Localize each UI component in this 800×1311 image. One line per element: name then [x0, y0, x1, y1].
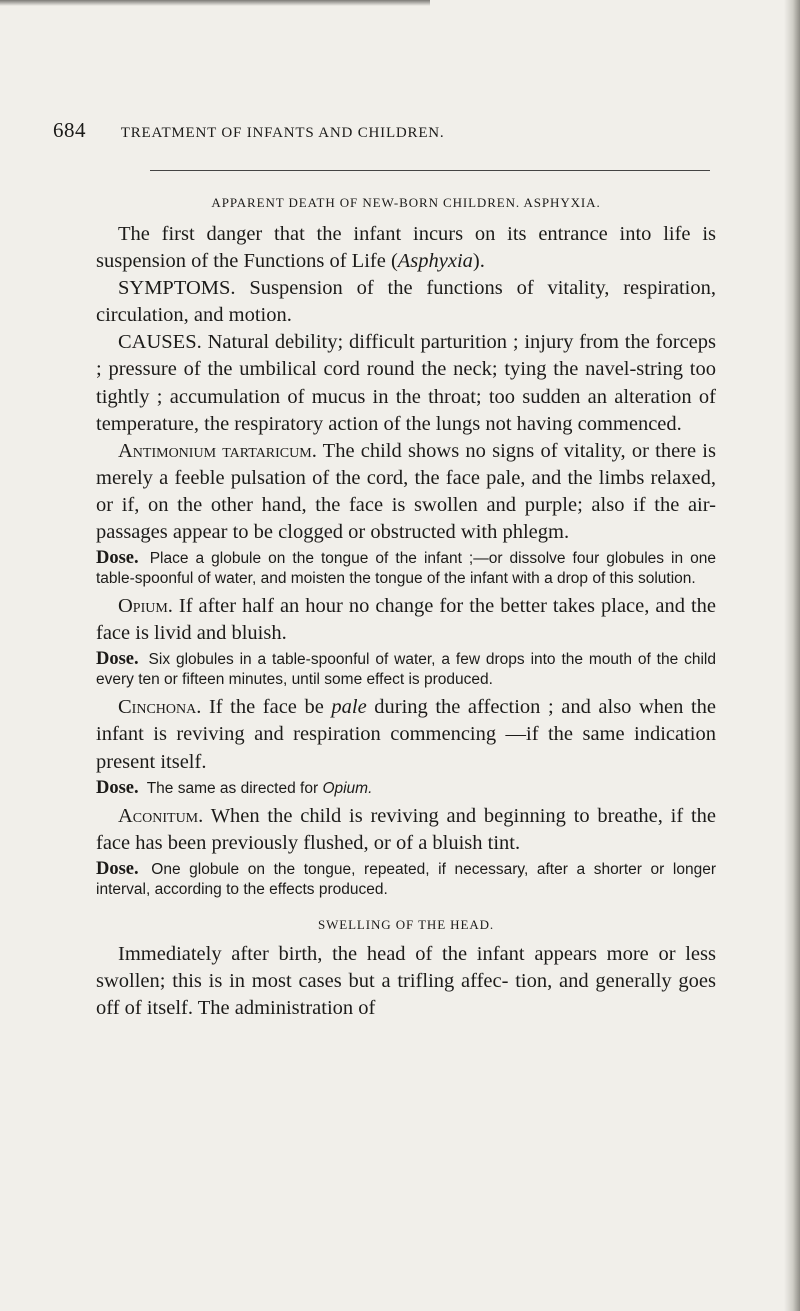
section-heading-swelling: SWELLING OF THE HEAD.: [317, 917, 495, 933]
scan-page-edge: [784, 0, 800, 1311]
cinchona-dose: Dose. The same as directed for Opium.: [96, 777, 373, 798]
aconitum-paragraph: Aconitum. When the child is reviving and beginning to breathe, if the face has been previously flushed, or of a bluish tint.: [96, 805, 716, 855]
dose-label: Dose.: [96, 649, 139, 670]
running-head: TREATMENT OF INFANTS AND CHILDREN.: [120, 125, 445, 141]
aconitum-dose: Dose. One globule on the tongue, repeated, if necessary, after a shorter or longer interval, according to the effects produced.: [96, 859, 716, 898]
dose-label: Dose.: [96, 777, 139, 798]
remedy-name-antimonium: Antimonium tartaricum.: [118, 439, 317, 462]
causes-label: CAUSES.: [118, 331, 202, 354]
intro-paragraph: The first danger that the infant incurs on its entrance into life is suspension of the Functions of Life (Asphyxia).: [96, 223, 716, 273]
symptoms-label: SYMPTOMS.: [118, 277, 236, 300]
scan-top-shadow: [0, 0, 430, 6]
section-heading-asphyxia: APPARENT DEATH OF NEW-BORN CHILDREN. ASPHYXIA.: [211, 195, 601, 210]
causes-paragraph: CAUSES. Natural debility; difficult parturition ; injury from the forceps ; pressure of the umbilical cord round the neck; tying the navel-string too tightly ; accumulation of mucus in the throat; too sudden an alteration of temperature, the respiratory action of the lungs not having commenced.: [96, 331, 716, 435]
remedy-name-cinchona: Cinchona.: [118, 696, 202, 719]
cinchona-paragraph: Cinchona. If the face be pale during the affection ; and also when the infant is reviving and respiration commencing —if the same indication present itself.: [96, 696, 717, 773]
page-body: [96, 195, 716, 1023]
remedy-name-opium: Opium.: [118, 595, 173, 618]
page-header: [53, 118, 753, 143]
page-number: 684: [53, 118, 86, 142]
header-rule: [150, 170, 710, 171]
swelling-paragraph: Immediately after birth, the head of the infant appears more or less swollen; this is in most cases but a trifling affec- tion, and generally goes off of itself. The administration of: [96, 943, 716, 1020]
remedy-name-aconitum: Aconitum.: [118, 805, 204, 828]
dose-label: Dose.: [96, 859, 139, 880]
antimonium-dose: Dose. Place a globule on the tongue of the infant ;—or dissolve four globules in one table-spoonful of water, and moisten the tongue of the infant with a drop of this solution.: [96, 548, 716, 587]
opium-paragraph: Opium. If after half an hour no change for the better takes place, and the face is livid and bluish.: [96, 595, 716, 645]
dose-label: Dose.: [96, 548, 139, 569]
opium-dose: Dose. Six globules in a table-spoonful of water, a few drops into the mouth of the child every ten or fifteen minutes, until some effect is produced.: [96, 649, 716, 688]
symptoms-paragraph: SYMPTOMS. Suspension of the functions of vitality, respiration, circulation, and motion.: [96, 277, 716, 327]
antimonium-paragraph: Antimonium tartaricum. The child shows no signs of vitality, or there is merely a feeble pulsation of the cord, the face pale, and the limbs relaxed, or if, on the other hand, the face is swollen and purple; also if the air-passages appear to be clogged or obstructed with phlegm.: [96, 439, 716, 544]
